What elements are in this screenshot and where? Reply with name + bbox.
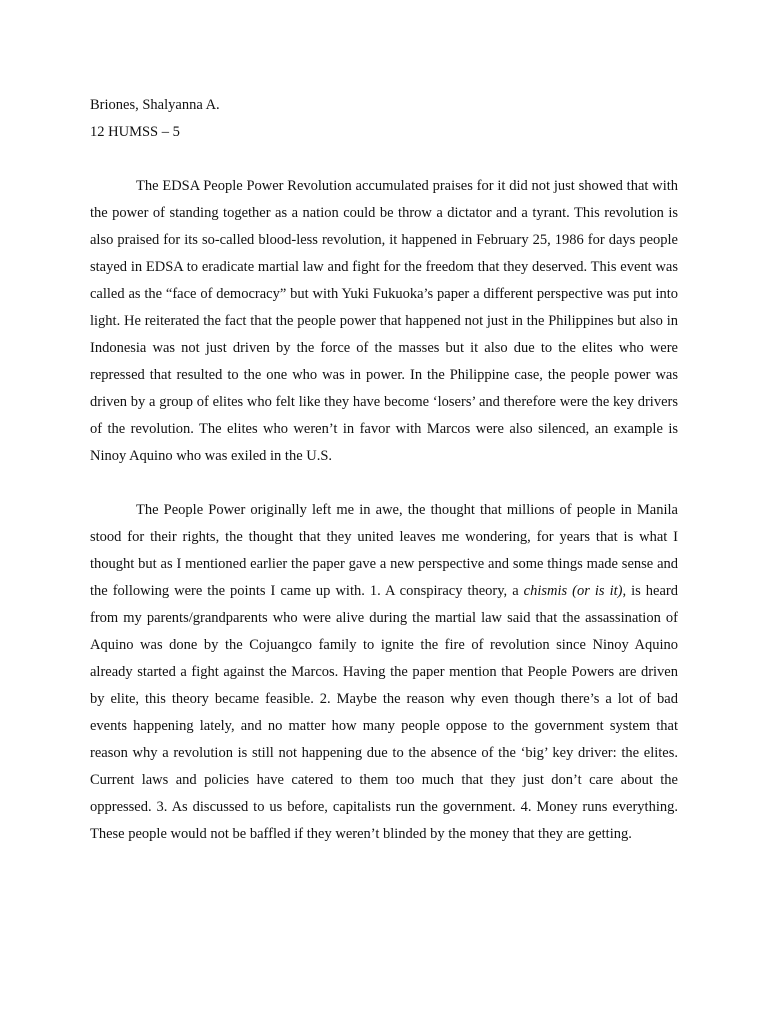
paragraph-1: The EDSA People Power Revolution accumulated praises for it did not just showed that with the power of standing together as a nation could be throw a dictator and a tyrant. This revolution is also praised for its so-called blood-less revolution, it happened in February 25, 1986 for days people stayed in EDSA to eradicate martial law and fight for the freedom that they deserved. This event was called as the “face of democracy” but with Yuki Fukuoka’s paper a different perspective was put into light. He reiterated the fact that the people power that happened not just in the Philippines but also in Indonesia was not just driven by the force of the masses but it also due to the elites who were repressed that resulted to the one who was in power. In the Philippine case, the people power was driven by a group of elites who felt like they have become ‘losers’ and therefore were the key drivers of the revolution. The elites who weren’t in favor with Marcos were also silenced, an example is Ninoy Aquino who was exiled in the U.S. [90, 178, 678, 464]
paragraph-2-italic-phrase: chismis (or is it), [523, 583, 627, 599]
student-section: 12 HUMSS – 5 [90, 124, 180, 140]
paragraph-2-text-after: is heard from my parents/grandparents who were alive during the martial law said that the assassination of Aquino was done by the Cojuangco family to ignite the fire of revolution since Ninoy Aquino already started a fight against the Marcos. Having the paper mention that People Powers are driven by elite, this theory became feasible. 2. Maybe the reason why even though there’s a lot of bad events happening lately, and no matter how many people oppose to the government system that reason why a revolution is still not happening due to the absence of the ‘big’ key driver: the elites. Current laws and policies have catered to them too much that they just don’t care about the oppressed. 3. As discussed to us before, capitalists run the government. 4. Money runs everything. These people would not be baffled if they weren’t blinded by the money that they are getting. [90, 583, 679, 842]
paragraph-2 [90, 497, 678, 848]
document-header [90, 92, 690, 146]
student-name: Briones, Shalyanna A. [90, 97, 220, 113]
paragraph-2-text-before: The People Power originally left me in awe, the thought that millions of people in Manila stood for their rights, the thought that they united leaves me wondering, for years that is what I thought but as I mentioned earlier the paper gave a new perspective and some things made sense and the following were the points I came up with. 1. A conspiracy theory, a [90, 502, 678, 599]
essay-body [90, 173, 678, 848]
